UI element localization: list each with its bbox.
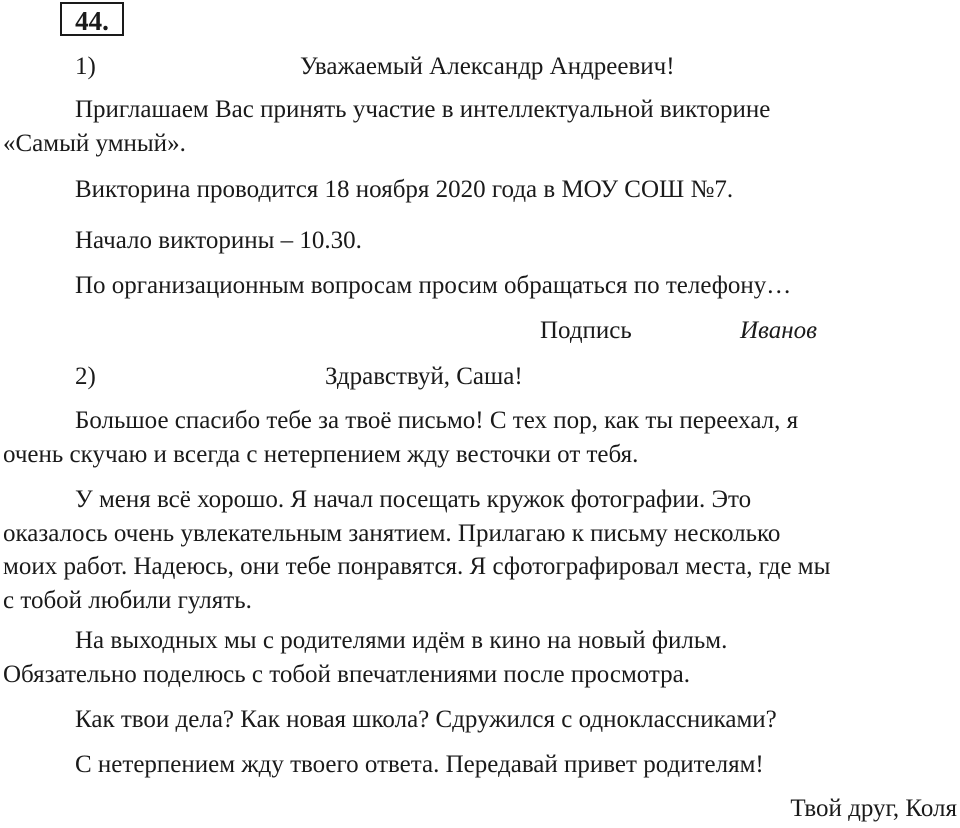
letter1-paragraph2: Викторина проводится 18 ноября 2020 года в МОУ СОШ №7. <box>75 176 734 203</box>
letter2-paragraph2-line3: моих работ. Надеюсь, они тебе понравятся. Я сфотографировал места, где мы <box>3 553 831 580</box>
letter2-closing: Твой друг, Коля <box>790 795 957 822</box>
letter1-paragraph4: По организационным вопросам просим обращаться по телефону… <box>75 272 792 299</box>
letter1-paragraph1-line1: Приглашаем Вас принять участие в интеллектуальной викторине <box>75 96 771 123</box>
letter2-paragraph3-line1: На выходных мы с родителями идём в кино на новый фильм. <box>75 627 728 654</box>
letter2-paragraph2-line2: оказалось очень увлекательным занятием. Прилагаю к письму несколько <box>3 520 781 547</box>
letter1-paragraph1-line2: «Самый умный». <box>3 130 186 157</box>
signature-label: Подпись <box>540 317 632 344</box>
signature-name: Иванов <box>740 317 817 344</box>
letter1-greeting: Уважаемый Александр Андреевич! <box>300 53 675 80</box>
letter1-label: 1) <box>75 53 96 80</box>
exercise-number: 44. <box>60 2 124 36</box>
letter2-paragraph1-line1: Большое спасибо тебе за твоё письмо! С тех пор, как ты переехал, я <box>75 407 799 434</box>
letter2-paragraph1-line2: очень скучаю и всегда с нетерпением жду весточки от тебя. <box>3 441 639 468</box>
letter2-label: 2) <box>75 363 96 390</box>
letter2-paragraph2-line1: У меня всё хорошо. Я начал посещать кружок фотографии. Это <box>75 486 752 513</box>
letter2-greeting: Здравствуй, Саша! <box>325 363 523 390</box>
letter2-paragraph5: С нетерпением жду твоего ответа. Передавай привет родителям! <box>75 751 764 778</box>
letter2-paragraph3-line2: Обязательно поделюсь с тобой впечатлениями после просмотра. <box>3 661 691 688</box>
letter2-paragraph4: Как твои дела? Как новая школа? Сдружился с одноклассниками? <box>75 706 777 733</box>
letter2-paragraph2-line4: с тобой любили гулять. <box>3 587 252 614</box>
letter1-paragraph3: Начало викторины – 10.30. <box>75 227 362 254</box>
